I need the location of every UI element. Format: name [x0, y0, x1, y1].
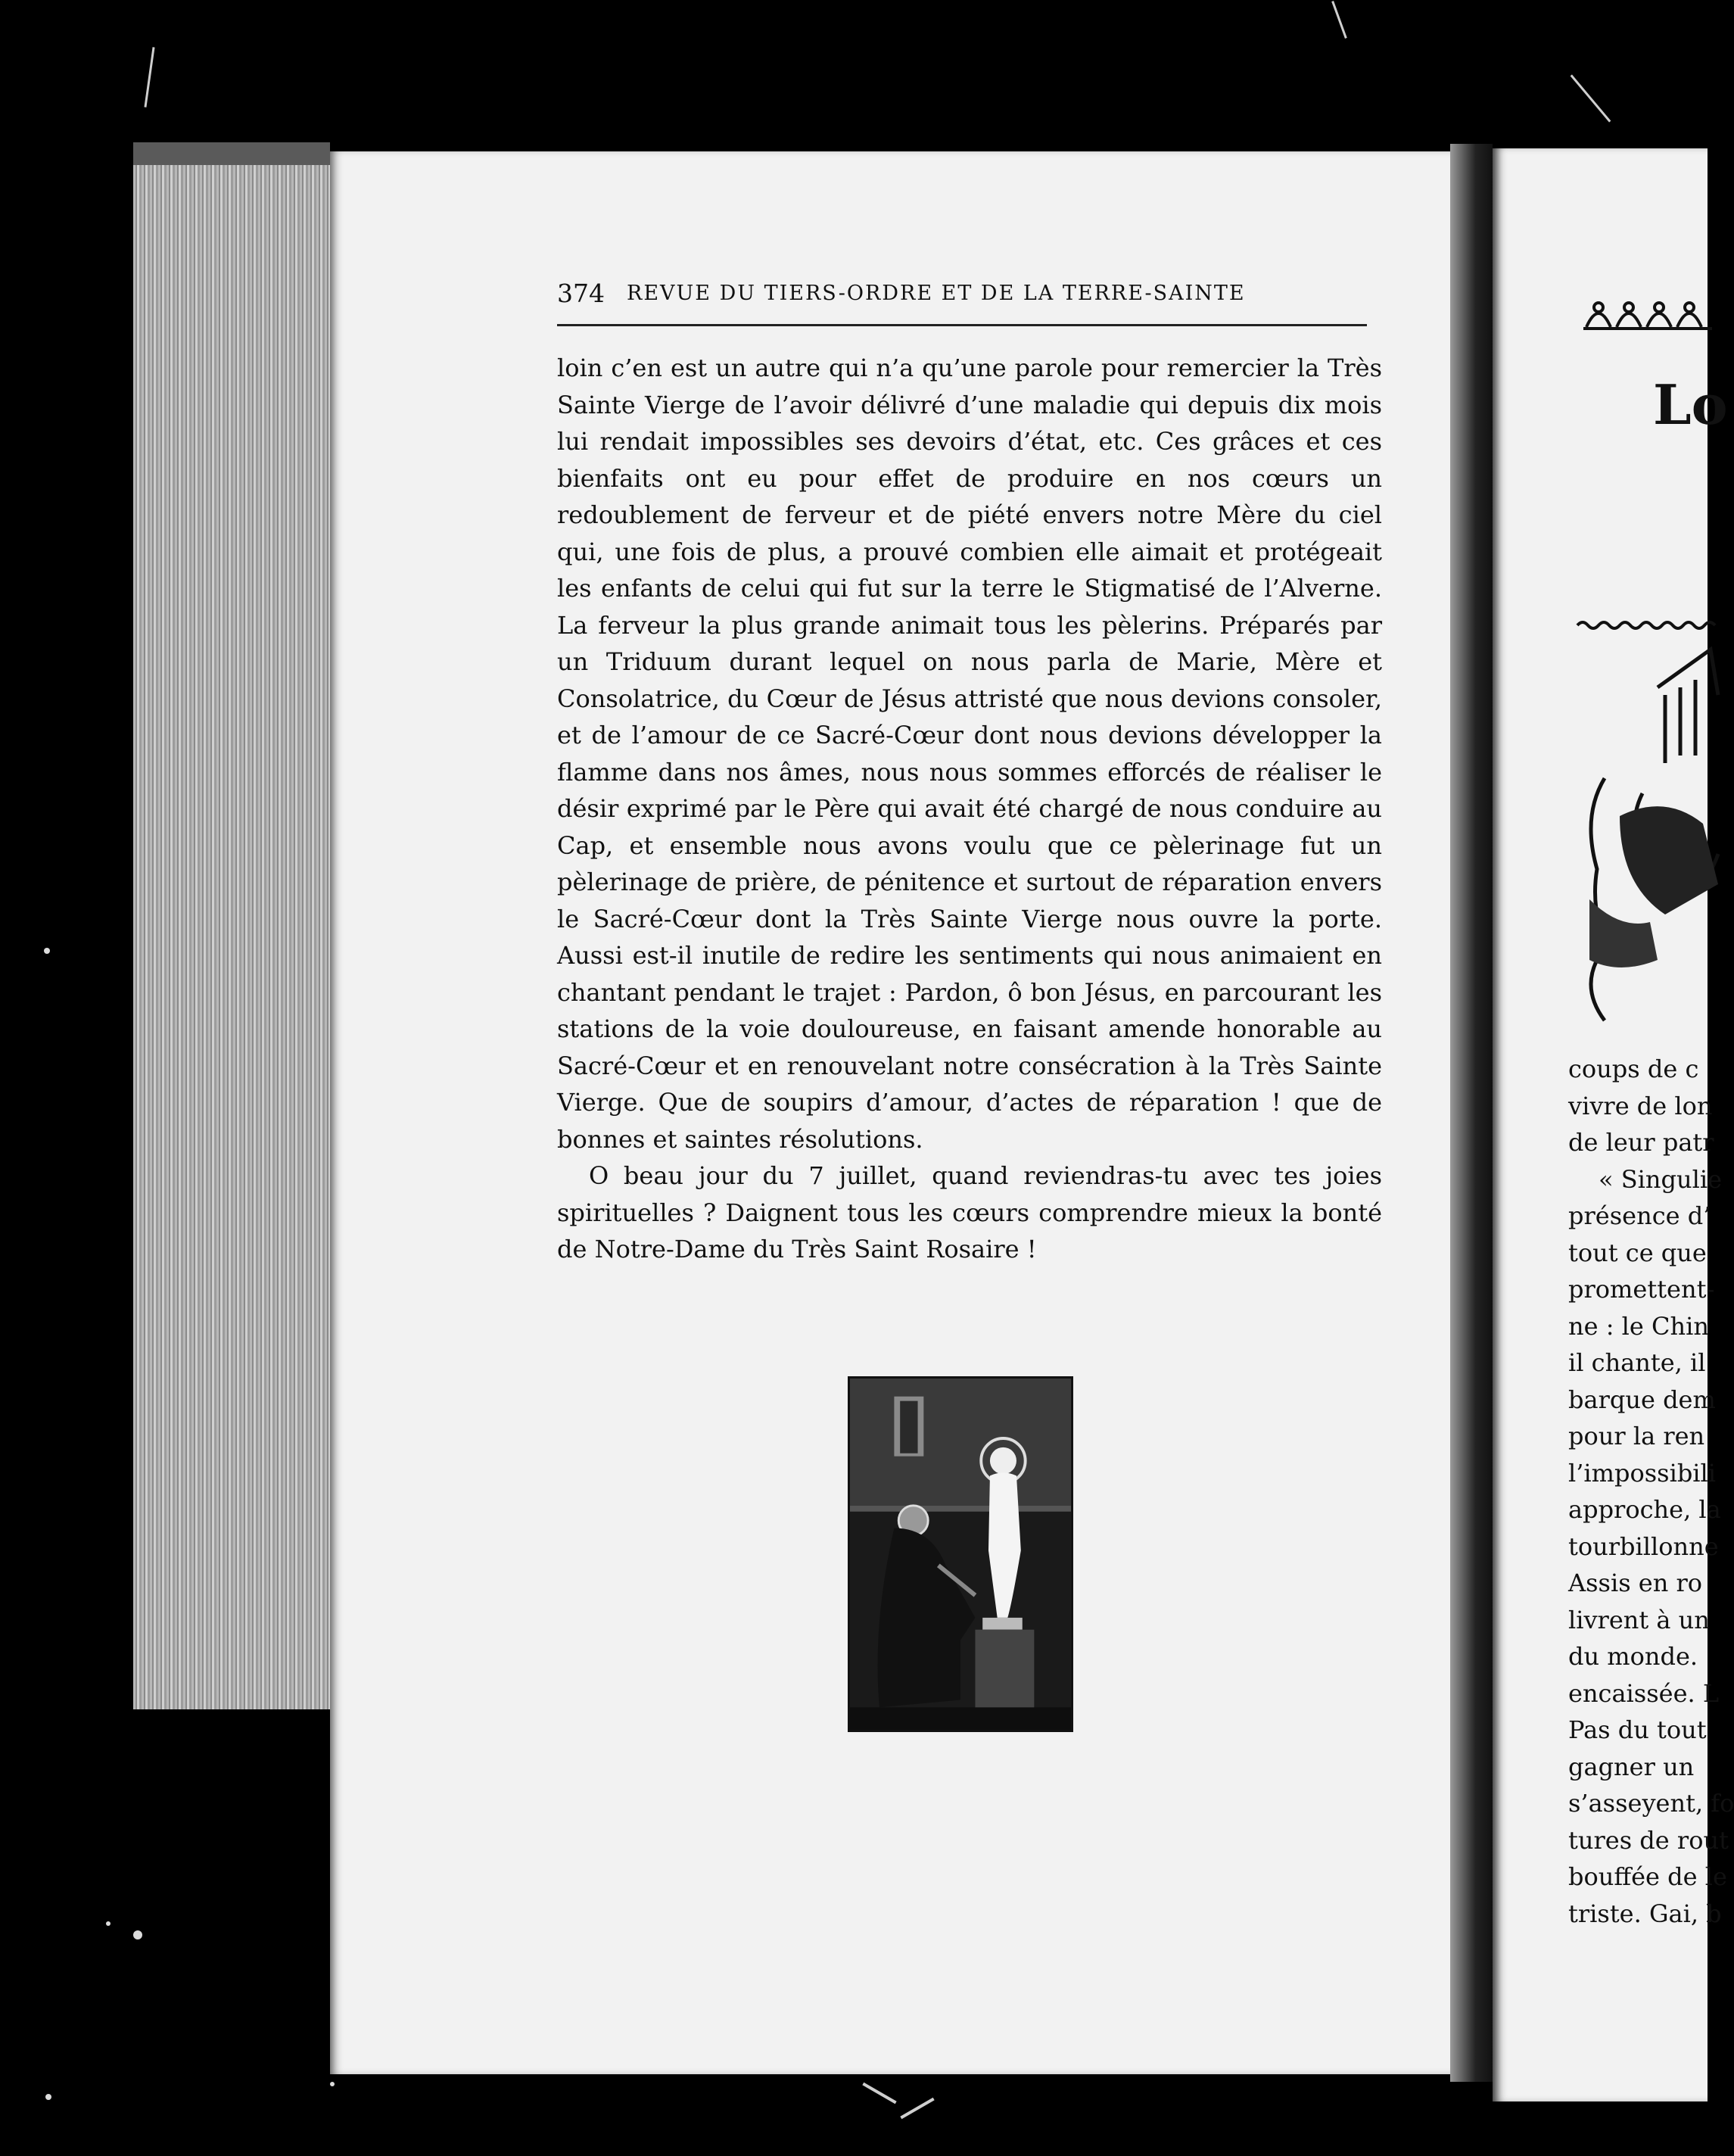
engraving-image: [850, 1379, 1071, 1730]
text-line: Pas du tout: [1568, 1715, 1707, 1744]
chapter-title-fragment: Lo: [1653, 372, 1728, 437]
scan-speck: [330, 2082, 335, 2086]
paragraph: loin c’en est un autre qui n’a qu’une parole pour remercier la Très Sainte Vierge de l’avoir délivré d’une maladie qui depuis dix mois lui rendait impossibles ses devoirs d’état, etc. Ces grâces et ces bienfaits ont eu pour effet de produire en nos cœurs un redoublement de ferveur et de piété envers notre Mère du ciel qui, une fois de plus, a prouvé combien elle aimait et protégeait les enfants de celui qui fut sur la terre le Stigmatisé de l’Alverne. La ferveur la plus grande animait tous les pèlerins. Préparés par un Triduum durant lequel on nous parla de Marie, Mère et Consolatrice, du Cœur de Jésus attristé que nous devions consoler, et de l’amour de ce Sacré-Cœur dont nous devions développer la flamme dans nos âmes, nous nous sommes efforcés de réaliser le désir exprimé par le Père qui avait été chargé de nous conduire au Cap, et ensemble nous avons voulu que ce pèlerinage fut un pèlerinage de prière, de pénitence et surtout de réparation envers le Sacré-Cœur dont la Très Sainte Vierge nous ouvre la porte. Aussi est-il inutile de redire les sentiments qui nous animaient en chantant pendant le trajet : Pardon, ô bon Jésus, en parcourant les stations de la voie douloureuse, en faisant amende honorable au Sacré-Cœur et en renouvelant notre consécration à la Très Sainte Vierge. Que de soupirs d’amour, d’actes de réparation ! que de bonnes et saintes résolutions.: [557, 354, 1382, 1154]
text-line: approche, la: [1568, 1495, 1721, 1524]
paragraph: O beau jour du 7 juillet, quand reviendras-tu avec tes joies spirituelles ? Daignent tous les cœurs comprendre mieux la bonté de Notre-Dame du Très Saint Rosaire !: [557, 1161, 1382, 1263]
text-line: l’impossibili: [1568, 1458, 1716, 1488]
scan-scratch: [900, 2098, 934, 2119]
saint-with-child-engraving: [848, 1376, 1073, 1732]
text-line: triste. Gai, b: [1568, 1899, 1722, 1928]
scan-speck: [44, 948, 50, 954]
text-line: coups de c: [1568, 1055, 1699, 1083]
text-line: il chante, il: [1568, 1348, 1706, 1377]
text-line: ne : le Chin: [1568, 1311, 1709, 1341]
text-line: vivre de lon: [1568, 1091, 1713, 1120]
text-line: s’asseyent, fo: [1568, 1789, 1734, 1818]
running-head-title: REVUE DU TIERS-ORDRE ET DE LA TERRE-SAINTE: [627, 282, 1246, 305]
scan-speck: [133, 1930, 142, 1939]
text-line: promettent-: [1568, 1275, 1715, 1304]
text-line: tourbillonne: [1568, 1531, 1719, 1561]
text-line: tout ce que: [1568, 1238, 1707, 1267]
text-line: barque dem: [1568, 1385, 1716, 1414]
left-page: [330, 151, 1450, 2074]
book-fore-edge: [133, 142, 330, 1709]
scan-scratch: [862, 2083, 896, 2104]
page-number: 374: [557, 279, 605, 308]
text-line: de leur patr: [1568, 1128, 1714, 1157]
scan-speck: [106, 1921, 111, 1926]
text-line: bouffée de le: [1568, 1862, 1727, 1891]
body-text: [557, 350, 1382, 1268]
decorative-illustration: [1574, 566, 1718, 1036]
scan-scratch: [1331, 1, 1347, 39]
book-fore-edge-top: [133, 142, 330, 165]
text-line: du monde.: [1568, 1642, 1698, 1671]
fleuron-ornament: [1583, 297, 1712, 332]
right-page-text: [1568, 1051, 1734, 1932]
text-line: « Singulie: [1599, 1164, 1723, 1194]
text-line: encaissée. L: [1568, 1678, 1720, 1708]
scan-speck: [45, 2094, 51, 2100]
text-line: gagner un: [1568, 1752, 1695, 1781]
text-line: présence d’: [1568, 1201, 1711, 1230]
book-gutter: [1450, 144, 1493, 2082]
text-line: livrent à un: [1568, 1605, 1710, 1634]
scan-scratch: [144, 47, 154, 107]
text-line: Assis en ro: [1568, 1569, 1703, 1597]
text-line: pour la ren: [1568, 1422, 1705, 1450]
text-line: tures de rout: [1568, 1825, 1729, 1855]
right-page: [1493, 148, 1734, 2101]
running-head: [557, 279, 1367, 326]
scan-scratch: [1571, 74, 1611, 122]
